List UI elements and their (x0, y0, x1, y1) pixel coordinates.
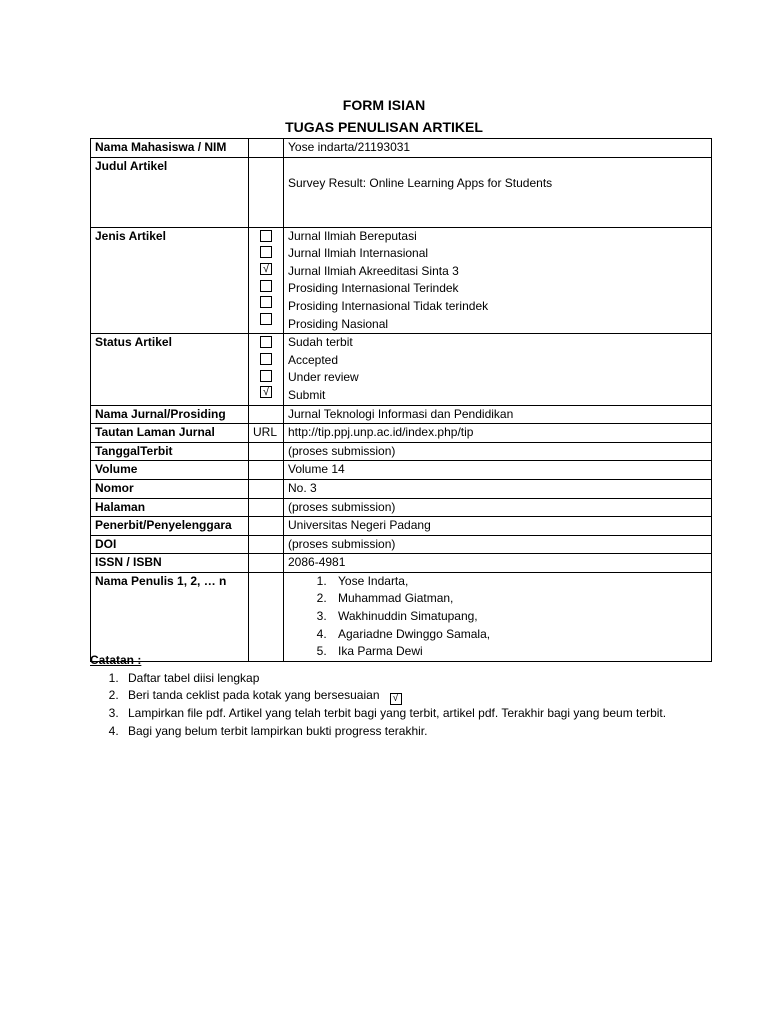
row-judul (91, 157, 712, 227)
row-jenis (91, 227, 712, 334)
row-doi (91, 535, 712, 554)
author-item: 5. Ika Parma Dewi (330, 643, 707, 661)
author-item: 2. Muhammad Giatman, (330, 590, 707, 608)
checkbox-status-0[interactable] (260, 336, 272, 348)
label-judul: Judul Artikel (91, 157, 249, 227)
notes-section (90, 652, 730, 740)
checkbox-status-3[interactable]: √ (260, 386, 272, 398)
row-tanggal (91, 442, 712, 461)
value-jurnal: Jurnal Teknologi Informasi dan Pendidikan (284, 405, 712, 424)
note-item (122, 723, 730, 741)
mid-halaman (249, 498, 284, 517)
row-issn (91, 554, 712, 573)
label-halaman: Halaman (91, 498, 249, 517)
mid-penerbit (249, 517, 284, 536)
checkbox-jenis-1[interactable] (260, 246, 272, 258)
label-tanggal: TanggalTerbit (91, 442, 249, 461)
note-item (122, 687, 730, 705)
note-item (122, 705, 730, 723)
checkbox-jenis-2[interactable]: √ (260, 263, 272, 275)
note-text: Lampirkan file pdf. Artikel yang telah terbit bagi yang terbit, artikel pdf. Terakhir bagi yang beum terbit. (128, 706, 667, 721)
mid-penulis (249, 572, 284, 661)
row-jurnal (91, 405, 712, 424)
value-penerbit: Universitas Negeri Padang (284, 517, 712, 536)
value-tanggal: (proses submission) (284, 442, 712, 461)
value-halaman: (proses submission) (284, 498, 712, 517)
mid-judul (249, 157, 284, 227)
mid-nama (249, 139, 284, 158)
label-penerbit: Penerbit/Penyelenggara (91, 517, 249, 536)
notes-list (90, 670, 730, 741)
author-item: 4. Agariadne Dwinggo Samala, (330, 626, 707, 644)
form-title: FORM ISIAN (342, 97, 426, 113)
row-penerbit (91, 517, 712, 536)
label-nomor: Nomor (91, 479, 249, 498)
label-issn: ISSN / ISBN (91, 554, 249, 573)
status-option-1: Accepted (288, 352, 339, 367)
note-text: Bagi yang belum terbit lampirkan bukti progress terakhir. (128, 723, 428, 738)
checkbox-status-2[interactable] (260, 370, 272, 382)
label-jurnal: Nama Jurnal/Prosiding (91, 405, 249, 424)
jenis-option-0: Jurnal Ilmiah Bereputasi (288, 228, 417, 243)
author-item: 3. Wakhinuddin Simatupang, (330, 608, 707, 626)
label-nama: Nama Mahasiswa / NIM (91, 139, 249, 158)
row-penulis (91, 572, 712, 661)
penulis-list-cell (284, 572, 712, 661)
row-halaman (91, 498, 712, 517)
status-checkboxes (249, 334, 284, 405)
value-issn: 2086-4981 (284, 554, 712, 573)
form-table (90, 138, 712, 662)
jenis-options (284, 227, 712, 334)
status-option-0: Sudah terbit (288, 335, 353, 350)
label-doi: DOI (91, 535, 249, 554)
author-item: 1. Yose Indarta, (330, 573, 707, 591)
value-nomor: No. 3 (284, 479, 712, 498)
value-doi: (proses submission) (284, 535, 712, 554)
jenis-option-5: Prosiding Nasional (288, 316, 389, 331)
author-list (288, 573, 707, 661)
checkbox-sample: √ (390, 693, 402, 705)
label-status: Status Artikel (91, 334, 249, 405)
note-text: Daftar tabel diisi lengkap (128, 670, 260, 685)
mid-jurnal (249, 405, 284, 424)
status-option-2: Under review (288, 370, 359, 385)
status-option-3: Submit (288, 387, 326, 402)
checkbox-jenis-4[interactable] (260, 296, 272, 308)
mid-tautan: URL (249, 424, 284, 443)
checkbox-jenis-0[interactable] (260, 230, 272, 242)
checkbox-status-1[interactable] (260, 353, 272, 365)
value-nama: Yose indarta/21193031 (284, 139, 712, 158)
row-nama (91, 139, 712, 158)
row-volume (91, 461, 712, 480)
jenis-option-1: Jurnal Ilmiah Internasional (288, 246, 429, 261)
checkbox-jenis-5[interactable] (260, 313, 272, 325)
note-item (122, 670, 730, 688)
form-subtitle: TUGAS PENULISAN ARTIKEL (285, 119, 483, 135)
label-jenis: Jenis Artikel (91, 227, 249, 334)
value-judul: Survey Result: Online Learning Apps for Students (284, 157, 712, 227)
mid-issn (249, 554, 284, 573)
row-tautan (91, 424, 712, 443)
jenis-option-4: Prosiding Internasional Tidak terindek (288, 298, 489, 313)
checkbox-jenis-3[interactable] (260, 280, 272, 292)
note-text: Beri tanda ceklist pada kotak yang bersesuaian (128, 688, 380, 703)
row-status (91, 334, 712, 405)
status-options (284, 334, 712, 405)
row-nomor (91, 479, 712, 498)
mid-volume (249, 461, 284, 480)
label-penulis: Nama Penulis 1, 2, … n (91, 572, 249, 661)
jenis-option-2: Jurnal Ilmiah Akreeditasi Sinta 3 (288, 263, 459, 278)
mid-nomor (249, 479, 284, 498)
mid-doi (249, 535, 284, 554)
mid-tanggal (249, 442, 284, 461)
notes-title: Catatan : (90, 653, 142, 667)
jenis-option-3: Prosiding Internasional Terindek (288, 281, 459, 296)
jenis-checkboxes (249, 227, 284, 334)
value-tautan: http://tip.ppj.unp.ac.id/index.php/tip (284, 424, 712, 443)
value-volume: Volume 14 (284, 461, 712, 480)
label-tautan: Tautan Laman Jurnal (91, 424, 249, 443)
label-volume: Volume (91, 461, 249, 480)
